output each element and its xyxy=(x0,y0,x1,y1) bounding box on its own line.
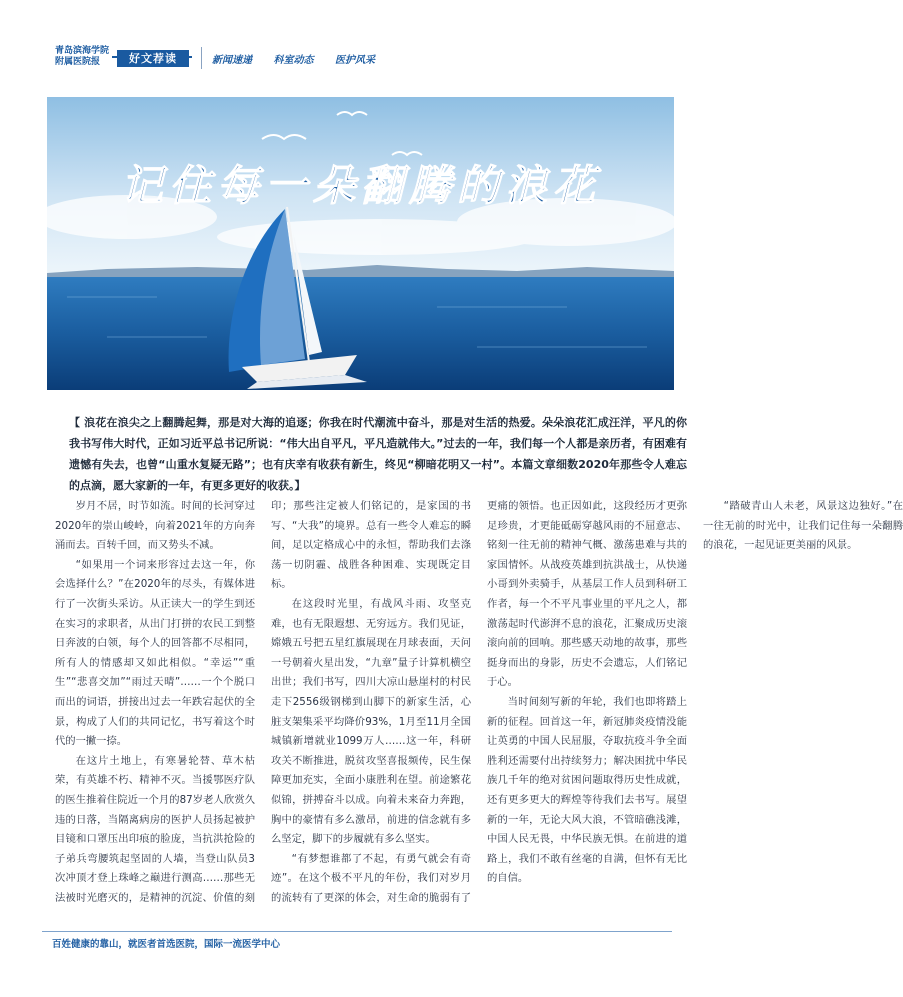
nav-item-staff[interactable]: 医护风采 xyxy=(334,55,375,66)
paragraph: 岁月不居，时节如流。时间的长河穿过2020年的崇山峻岭，向着2021年的方向奔涌而去。百转千回，而又势头不减。 xyxy=(55,500,255,552)
footer-rule xyxy=(42,931,672,932)
paragraph: “踏破青山人未老，风景这边独好。”在一往无前的时光中，让我们记住每一朵翻腾的浪花，一起见证更美丽的风景。 xyxy=(703,500,903,552)
seascape-illustration xyxy=(47,97,674,390)
nav-item-news[interactable]: 新闻速递 xyxy=(212,55,252,66)
sea xyxy=(47,277,674,390)
footer-slogan: 百姓健康的靠山，就医者首选医院，国际一流医学中心 xyxy=(52,939,281,950)
page-header xyxy=(0,36,720,76)
nav-item-departments[interactable]: 科室动态 xyxy=(273,55,314,66)
article-intro: 【 浪花在浪尖之上翻腾起舞，那是对大海的追逐；你我在时代潮流中奋斗，那是对生活的热爱。朵朵浪花汇成汪洋，平凡的你我书写伟大时代，正如习近平总书记所说：“伟大出自平凡，平凡造就伟大。”过去的一年，我们每一个人都是亲历者，有困难有遗憾有失去，也曾“山重水复疑无路”；也有庆幸有收获有新生，终见“柳暗花明又一村”。本篇文章细数2020年那些令人难忘的点滴，愿大家新的一年，有更多更好的收获。】 xyxy=(69,416,687,492)
hospital-name-line1: 青岛滨海学院 xyxy=(55,46,110,56)
paragraph: 在这段时光里，有战风斗雨、攻坚克难，也有无限遐想、无穷远方。我们见证，嫦娥五号把五星红旗展现在月球表面，天问一号朝着火星出发，“九章”量子计算机横空出世；我们书写，四川大凉山悬崖村的村民走下2556级钢梯到山脚下的新家生活，心脏支架集采平均降价93%，1月至11月全国城镇新增就业1099万人……这一年，科研攻关不断推进，脱贫攻坚喜报频传，民生保障更加充实，全面小康胜利在望。前途繁花似锦，拼搏奋斗以成。向着未来奋力奔跑，胸中的豪情有多么激昂，前进的信念就有多么坚定，脚下的步履就有多么坚实。 xyxy=(271,597,471,846)
section-nav xyxy=(212,51,393,66)
article-body xyxy=(55,497,903,915)
section-tag: 好文荐读 xyxy=(117,50,189,67)
paragraph: “如果用一个词来形容过去这一年，你会选择什么？”在2020年的尽头，有媒体进行了一次街头采访。从正读大一的学生到还在实习的求职者，从出门打拼的农民工到整日奔波的白领，每个人的回答都不尽相同，所有人的情感却又如此相似。“幸运”“重生”“悲喜交加”“雨过天晴”……一个个脱口而出的词语，拼接出过去一年跌宕起伏的全景，构成了人们的共同记忆，书写着这个时代的一撇一捺。 xyxy=(55,558,255,748)
hospital-name xyxy=(55,46,110,68)
paragraph: 当时间刻写新的年轮，我们也即将踏上新的征程。回首这一年，新冠肺炎疫情没能让英勇的中国人民屈服，夺取抗疫斗争全面胜利还需要付出持续努力；解决困扰中华民族几千年的绝对贫困问题取得历史性成就，还有更多更大的辉煌等待我们去书写。展望新的一年，无论大风大浪，不管暗礁浅滩，中国人民无畏，中华民族无惧。在前进的道路上，我们不敢有丝毫的自满，但怀有无比的自信。 xyxy=(487,695,687,885)
paragraph: 在这片土地上，有寒暑轮替、草木枯荣，有英雄不朽、精神不灭。当援鄂医疗队的医生推着住院近一个月的87岁老人欣赏久违的日落，当隔离病房的医护人员扬起被护目镜和口罩压出印痕的脸庞，当抗洪抢险的子弟兵弯腰筑起坚固的人墙，当登山队员3次冲顶才登上珠峰之巅进行测高……那些无法被时光磨灭的，是精神的沉淀、价值的刻印；那些注定被人们铭记的，是家国的书写、“大我”的境界。总有一些令人难忘的瞬间，足以定格成心中的永恒，帮助我们去涤荡一切阴霾、战胜各种困难、实现既定目标。 xyxy=(55,500,471,904)
hero-image xyxy=(47,97,674,390)
header-divider xyxy=(201,47,202,69)
hospital-name-line2: 附属医院报 xyxy=(55,57,101,67)
paragraph: “有梦想谁都了不起，有勇气就会有奇迹”。在这个极不平凡的年份，我们对岁月的流转有了更深的体会，对生命的脆弱有了更痛的领悟。也正因如此，这段经历才更弥足珍贵，才更能砥砺穿越风雨的不屈意志、铭刻一往无前的精神气概、激荡患难与共的家国情怀。从战疫英雄到抗洪战士，从快递小哥到外卖骑手，从基层工作人员到科研工作者，每一个不平凡事业里的平凡之人，都激荡起时代澎湃不息的浪花，汇聚成历史滚滚向前的回响。那些感天动地的故事，那些挺身而出的身影，历史不会遗忘，人们铭记于心。 xyxy=(271,500,687,904)
hero-title: 记住每一朵翻腾的浪花 xyxy=(120,161,602,210)
